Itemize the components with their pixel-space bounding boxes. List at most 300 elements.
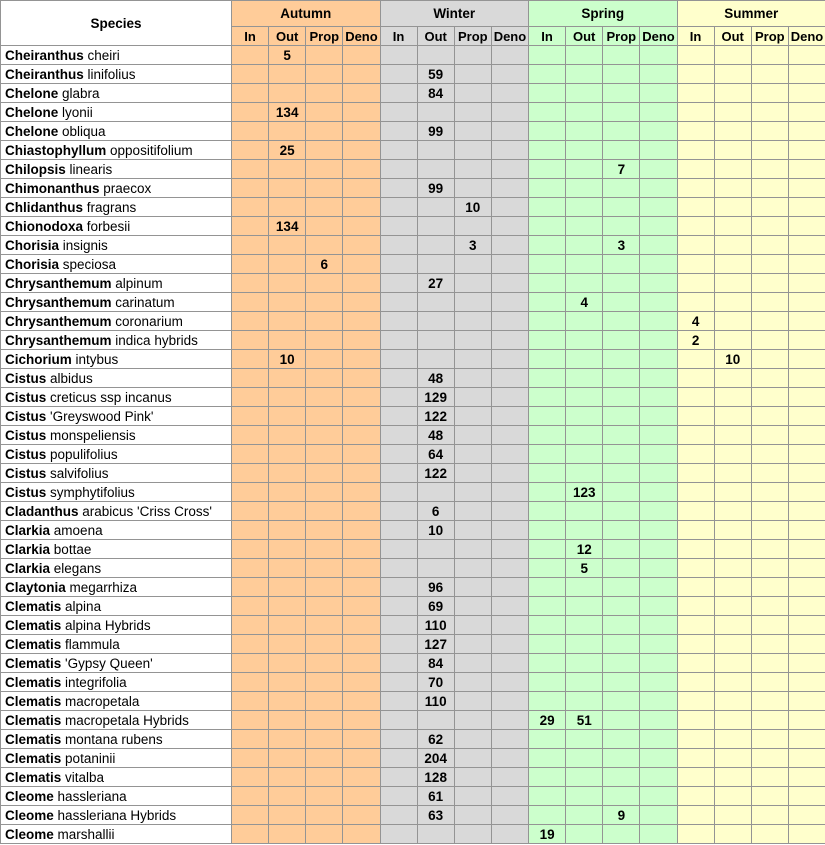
cell-summer-prop[interactable]: [751, 179, 788, 198]
cell-spring-prop[interactable]: [603, 122, 640, 141]
cell-autumn-prop[interactable]: [306, 331, 343, 350]
subheader-winter-out[interactable]: Out: [417, 27, 454, 46]
cell-autumn-in[interactable]: [232, 426, 269, 445]
cell-autumn-prop[interactable]: [306, 407, 343, 426]
cell-spring-deno[interactable]: [640, 179, 677, 198]
cell-winter-prop[interactable]: [454, 426, 491, 445]
cell-autumn-out[interactable]: 25: [269, 141, 306, 160]
cell-spring-out[interactable]: [566, 65, 603, 84]
cell-summer-out[interactable]: [714, 179, 751, 198]
cell-winter-prop[interactable]: [454, 711, 491, 730]
cell-winter-prop[interactable]: [454, 768, 491, 787]
cell-autumn-prop[interactable]: [306, 730, 343, 749]
cell-summer-deno[interactable]: [788, 825, 825, 844]
cell-autumn-prop[interactable]: 6: [306, 255, 343, 274]
cell-winter-out[interactable]: [417, 483, 454, 502]
cell-autumn-out[interactable]: [269, 502, 306, 521]
cell-summer-in[interactable]: [677, 787, 714, 806]
cell-spring-out[interactable]: [566, 160, 603, 179]
cell-spring-in[interactable]: [529, 236, 566, 255]
cell-winter-out[interactable]: [417, 350, 454, 369]
cell-spring-deno[interactable]: [640, 198, 677, 217]
cell-summer-prop[interactable]: [751, 388, 788, 407]
cell-spring-prop[interactable]: [603, 445, 640, 464]
cell-autumn-deno[interactable]: [343, 483, 380, 502]
cell-autumn-prop[interactable]: [306, 46, 343, 65]
cell-summer-out[interactable]: [714, 293, 751, 312]
cell-winter-out[interactable]: 61: [417, 787, 454, 806]
cell-spring-prop[interactable]: 9: [603, 806, 640, 825]
cell-spring-in[interactable]: [529, 407, 566, 426]
cell-spring-prop[interactable]: [603, 521, 640, 540]
cell-spring-out[interactable]: [566, 388, 603, 407]
cell-winter-in[interactable]: [380, 559, 417, 578]
subheader-autumn-deno[interactable]: Deno: [343, 27, 380, 46]
cell-autumn-deno[interactable]: [343, 84, 380, 103]
cell-autumn-deno[interactable]: [343, 806, 380, 825]
cell-winter-prop[interactable]: [454, 787, 491, 806]
cell-autumn-in[interactable]: [232, 198, 269, 217]
season-header-autumn[interactable]: Autumn: [232, 1, 381, 27]
cell-winter-out[interactable]: [417, 46, 454, 65]
species-cell[interactable]: [1, 103, 232, 122]
cell-winter-deno[interactable]: [491, 350, 528, 369]
cell-autumn-out[interactable]: [269, 388, 306, 407]
cell-summer-out[interactable]: [714, 407, 751, 426]
cell-spring-in[interactable]: [529, 464, 566, 483]
cell-spring-in[interactable]: [529, 692, 566, 711]
cell-winter-in[interactable]: [380, 597, 417, 616]
cell-autumn-prop[interactable]: [306, 217, 343, 236]
cell-spring-prop[interactable]: [603, 502, 640, 521]
cell-summer-out[interactable]: [714, 236, 751, 255]
cell-winter-in[interactable]: [380, 350, 417, 369]
cell-summer-out[interactable]: [714, 198, 751, 217]
cell-autumn-deno[interactable]: [343, 635, 380, 654]
cell-winter-deno[interactable]: [491, 426, 528, 445]
cell-winter-out[interactable]: [417, 711, 454, 730]
cell-summer-prop[interactable]: [751, 502, 788, 521]
species-cell[interactable]: [1, 806, 232, 825]
cell-autumn-out[interactable]: [269, 787, 306, 806]
cell-winter-in[interactable]: [380, 122, 417, 141]
cell-spring-prop[interactable]: [603, 616, 640, 635]
cell-spring-out[interactable]: [566, 331, 603, 350]
cell-summer-in[interactable]: [677, 578, 714, 597]
cell-spring-in[interactable]: [529, 616, 566, 635]
species-cell[interactable]: [1, 540, 232, 559]
cell-spring-prop[interactable]: [603, 255, 640, 274]
cell-summer-prop[interactable]: [751, 331, 788, 350]
species-cell[interactable]: [1, 673, 232, 692]
cell-winter-in[interactable]: [380, 236, 417, 255]
cell-spring-out[interactable]: [566, 312, 603, 331]
cell-summer-in[interactable]: [677, 217, 714, 236]
cell-spring-deno[interactable]: [640, 521, 677, 540]
cell-winter-prop[interactable]: [454, 122, 491, 141]
cell-summer-out[interactable]: [714, 445, 751, 464]
cell-spring-prop[interactable]: [603, 787, 640, 806]
cell-autumn-deno[interactable]: [343, 578, 380, 597]
cell-summer-prop[interactable]: [751, 46, 788, 65]
cell-spring-in[interactable]: [529, 217, 566, 236]
cell-autumn-deno[interactable]: [343, 540, 380, 559]
cell-winter-in[interactable]: [380, 749, 417, 768]
cell-spring-out[interactable]: [566, 616, 603, 635]
cell-winter-out[interactable]: 84: [417, 84, 454, 103]
cell-winter-deno[interactable]: [491, 141, 528, 160]
cell-spring-out[interactable]: 5: [566, 559, 603, 578]
cell-autumn-out[interactable]: [269, 464, 306, 483]
cell-summer-in[interactable]: [677, 160, 714, 179]
cell-autumn-deno[interactable]: [343, 597, 380, 616]
cell-spring-out[interactable]: [566, 806, 603, 825]
cell-autumn-in[interactable]: [232, 388, 269, 407]
cell-winter-in[interactable]: [380, 331, 417, 350]
cell-summer-prop[interactable]: [751, 122, 788, 141]
cell-summer-out[interactable]: [714, 46, 751, 65]
cell-spring-deno[interactable]: [640, 749, 677, 768]
cell-winter-deno[interactable]: [491, 464, 528, 483]
cell-winter-in[interactable]: [380, 540, 417, 559]
cell-autumn-in[interactable]: [232, 597, 269, 616]
cell-autumn-prop[interactable]: [306, 806, 343, 825]
cell-spring-prop[interactable]: [603, 635, 640, 654]
cell-winter-in[interactable]: [380, 369, 417, 388]
cell-summer-deno[interactable]: [788, 426, 825, 445]
cell-winter-prop[interactable]: 3: [454, 236, 491, 255]
species-cell[interactable]: [1, 236, 232, 255]
cell-autumn-in[interactable]: [232, 141, 269, 160]
species-cell[interactable]: [1, 331, 232, 350]
cell-winter-out[interactable]: 122: [417, 407, 454, 426]
cell-autumn-in[interactable]: [232, 407, 269, 426]
cell-autumn-prop[interactable]: [306, 597, 343, 616]
cell-winter-prop[interactable]: [454, 274, 491, 293]
cell-autumn-deno[interactable]: [343, 825, 380, 844]
cell-spring-deno[interactable]: [640, 806, 677, 825]
cell-summer-in[interactable]: [677, 749, 714, 768]
cell-spring-prop[interactable]: [603, 198, 640, 217]
cell-summer-in[interactable]: [677, 559, 714, 578]
cell-winter-out[interactable]: [417, 825, 454, 844]
cell-spring-prop[interactable]: [603, 825, 640, 844]
cell-spring-in[interactable]: [529, 331, 566, 350]
cell-spring-in[interactable]: [529, 293, 566, 312]
cell-spring-in[interactable]: [529, 179, 566, 198]
cell-autumn-prop[interactable]: [306, 559, 343, 578]
cell-winter-in[interactable]: [380, 274, 417, 293]
cell-summer-prop[interactable]: [751, 559, 788, 578]
species-cell[interactable]: [1, 122, 232, 141]
cell-winter-out[interactable]: 99: [417, 122, 454, 141]
cell-spring-out[interactable]: [566, 787, 603, 806]
cell-winter-deno[interactable]: [491, 787, 528, 806]
cell-spring-prop[interactable]: [603, 350, 640, 369]
cell-winter-prop[interactable]: [454, 331, 491, 350]
cell-winter-in[interactable]: [380, 103, 417, 122]
cell-summer-out[interactable]: [714, 141, 751, 160]
cell-summer-prop[interactable]: [751, 141, 788, 160]
cell-spring-out[interactable]: [566, 692, 603, 711]
cell-summer-in[interactable]: [677, 464, 714, 483]
cell-winter-out[interactable]: 48: [417, 426, 454, 445]
cell-spring-deno[interactable]: [640, 597, 677, 616]
cell-summer-prop[interactable]: [751, 673, 788, 692]
cell-winter-in[interactable]: [380, 179, 417, 198]
species-cell[interactable]: [1, 483, 232, 502]
cell-autumn-prop[interactable]: [306, 388, 343, 407]
cell-autumn-prop[interactable]: [306, 768, 343, 787]
cell-spring-prop[interactable]: [603, 768, 640, 787]
cell-autumn-in[interactable]: [232, 255, 269, 274]
cell-spring-prop[interactable]: [603, 673, 640, 692]
cell-winter-in[interactable]: [380, 692, 417, 711]
cell-spring-prop[interactable]: [603, 540, 640, 559]
cell-autumn-in[interactable]: [232, 179, 269, 198]
cell-summer-deno[interactable]: [788, 483, 825, 502]
cell-spring-prop[interactable]: [603, 730, 640, 749]
cell-summer-out[interactable]: [714, 540, 751, 559]
cell-summer-prop[interactable]: [751, 103, 788, 122]
cell-summer-out[interactable]: [714, 578, 751, 597]
cell-summer-deno[interactable]: [788, 331, 825, 350]
cell-autumn-deno[interactable]: [343, 293, 380, 312]
cell-winter-prop[interactable]: [454, 46, 491, 65]
cell-winter-deno[interactable]: [491, 388, 528, 407]
cell-autumn-out[interactable]: [269, 806, 306, 825]
cell-spring-in[interactable]: [529, 483, 566, 502]
cell-autumn-deno[interactable]: [343, 369, 380, 388]
cell-spring-out[interactable]: [566, 635, 603, 654]
cell-autumn-out[interactable]: [269, 274, 306, 293]
cell-winter-prop[interactable]: [454, 464, 491, 483]
cell-summer-out[interactable]: [714, 426, 751, 445]
cell-spring-deno[interactable]: [640, 730, 677, 749]
cell-winter-out[interactable]: 96: [417, 578, 454, 597]
cell-winter-prop[interactable]: [454, 103, 491, 122]
species-cell[interactable]: [1, 692, 232, 711]
cell-spring-in[interactable]: [529, 369, 566, 388]
cell-summer-out[interactable]: [714, 274, 751, 293]
cell-autumn-deno[interactable]: [343, 236, 380, 255]
cell-winter-prop[interactable]: [454, 730, 491, 749]
cell-spring-prop[interactable]: [603, 65, 640, 84]
cell-spring-prop[interactable]: [603, 692, 640, 711]
cell-winter-in[interactable]: [380, 730, 417, 749]
cell-summer-deno[interactable]: [788, 711, 825, 730]
cell-winter-prop[interactable]: [454, 388, 491, 407]
cell-summer-deno[interactable]: [788, 521, 825, 540]
cell-winter-prop[interactable]: [454, 578, 491, 597]
cell-autumn-deno[interactable]: [343, 388, 380, 407]
cell-winter-out[interactable]: [417, 559, 454, 578]
cell-winter-deno[interactable]: [491, 806, 528, 825]
cell-winter-deno[interactable]: [491, 46, 528, 65]
cell-spring-out[interactable]: [566, 407, 603, 426]
cell-summer-deno[interactable]: [788, 179, 825, 198]
cell-summer-in[interactable]: [677, 654, 714, 673]
cell-spring-prop[interactable]: [603, 483, 640, 502]
cell-spring-out[interactable]: [566, 578, 603, 597]
cell-spring-out[interactable]: [566, 654, 603, 673]
cell-summer-out[interactable]: [714, 122, 751, 141]
cell-winter-deno[interactable]: [491, 540, 528, 559]
cell-summer-prop[interactable]: [751, 806, 788, 825]
cell-spring-out[interactable]: [566, 521, 603, 540]
cell-spring-deno[interactable]: [640, 65, 677, 84]
cell-autumn-in[interactable]: [232, 483, 269, 502]
cell-spring-out[interactable]: [566, 749, 603, 768]
cell-winter-deno[interactable]: [491, 255, 528, 274]
species-cell[interactable]: [1, 160, 232, 179]
cell-autumn-deno[interactable]: [343, 179, 380, 198]
cell-spring-prop[interactable]: [603, 426, 640, 445]
cell-winter-out[interactable]: 10: [417, 521, 454, 540]
cell-winter-deno[interactable]: [491, 578, 528, 597]
cell-spring-out[interactable]: [566, 825, 603, 844]
species-cell[interactable]: [1, 426, 232, 445]
cell-winter-in[interactable]: [380, 787, 417, 806]
species-cell[interactable]: [1, 445, 232, 464]
cell-summer-out[interactable]: [714, 730, 751, 749]
cell-winter-out[interactable]: 27: [417, 274, 454, 293]
cell-autumn-out[interactable]: [269, 84, 306, 103]
cell-spring-prop[interactable]: [603, 84, 640, 103]
cell-winter-in[interactable]: [380, 65, 417, 84]
species-cell[interactable]: [1, 217, 232, 236]
cell-winter-out[interactable]: 127: [417, 635, 454, 654]
cell-autumn-out[interactable]: [269, 749, 306, 768]
cell-winter-in[interactable]: [380, 141, 417, 160]
cell-spring-deno[interactable]: [640, 559, 677, 578]
cell-autumn-out[interactable]: [269, 540, 306, 559]
species-cell[interactable]: [1, 749, 232, 768]
cell-winter-deno[interactable]: [491, 502, 528, 521]
cell-autumn-in[interactable]: [232, 312, 269, 331]
cell-autumn-deno[interactable]: [343, 559, 380, 578]
cell-winter-in[interactable]: [380, 635, 417, 654]
cell-autumn-prop[interactable]: [306, 635, 343, 654]
cell-summer-out[interactable]: [714, 502, 751, 521]
cell-winter-deno[interactable]: [491, 559, 528, 578]
cell-autumn-out[interactable]: [269, 331, 306, 350]
cell-autumn-out[interactable]: [269, 597, 306, 616]
cell-spring-in[interactable]: [529, 46, 566, 65]
cell-winter-deno[interactable]: [491, 597, 528, 616]
cell-spring-deno[interactable]: [640, 46, 677, 65]
cell-autumn-out[interactable]: [269, 483, 306, 502]
subheader-winter-deno[interactable]: Deno: [491, 27, 528, 46]
cell-autumn-prop[interactable]: [306, 502, 343, 521]
cell-autumn-prop[interactable]: [306, 540, 343, 559]
cell-autumn-prop[interactable]: [306, 825, 343, 844]
cell-summer-in[interactable]: [677, 597, 714, 616]
cell-summer-out[interactable]: [714, 84, 751, 103]
cell-spring-deno[interactable]: [640, 293, 677, 312]
subheader-summer-prop[interactable]: Prop: [751, 27, 788, 46]
cell-winter-in[interactable]: [380, 521, 417, 540]
cell-spring-out[interactable]: 123: [566, 483, 603, 502]
cell-summer-deno[interactable]: [788, 635, 825, 654]
cell-spring-out[interactable]: [566, 217, 603, 236]
cell-spring-out[interactable]: 4: [566, 293, 603, 312]
cell-autumn-in[interactable]: [232, 274, 269, 293]
cell-winter-deno[interactable]: [491, 445, 528, 464]
cell-summer-prop[interactable]: [751, 483, 788, 502]
cell-spring-deno[interactable]: [640, 635, 677, 654]
cell-spring-deno[interactable]: [640, 407, 677, 426]
cell-summer-deno[interactable]: [788, 65, 825, 84]
cell-summer-out[interactable]: [714, 255, 751, 274]
cell-summer-prop[interactable]: [751, 236, 788, 255]
cell-winter-in[interactable]: [380, 407, 417, 426]
cell-summer-deno[interactable]: [788, 654, 825, 673]
subheader-summer-out[interactable]: Out: [714, 27, 751, 46]
cell-summer-prop[interactable]: [751, 730, 788, 749]
cell-autumn-in[interactable]: [232, 692, 269, 711]
cell-winter-prop[interactable]: [454, 825, 491, 844]
subheader-autumn-in[interactable]: In: [232, 27, 269, 46]
cell-autumn-prop[interactable]: [306, 673, 343, 692]
cell-autumn-in[interactable]: [232, 730, 269, 749]
cell-winter-in[interactable]: [380, 255, 417, 274]
cell-summer-in[interactable]: [677, 103, 714, 122]
cell-summer-out[interactable]: [714, 787, 751, 806]
cell-winter-prop[interactable]: [454, 65, 491, 84]
cell-autumn-prop[interactable]: [306, 654, 343, 673]
cell-winter-out[interactable]: [417, 198, 454, 217]
cell-winter-out[interactable]: 128: [417, 768, 454, 787]
cell-summer-prop[interactable]: [751, 616, 788, 635]
cell-winter-deno[interactable]: [491, 369, 528, 388]
cell-summer-prop[interactable]: [751, 198, 788, 217]
cell-summer-prop[interactable]: [751, 312, 788, 331]
cell-summer-in[interactable]: [677, 825, 714, 844]
cell-winter-deno[interactable]: [491, 635, 528, 654]
cell-summer-in[interactable]: [677, 274, 714, 293]
cell-summer-prop[interactable]: [751, 635, 788, 654]
season-header-summer[interactable]: Summer: [677, 1, 825, 27]
cell-summer-out[interactable]: [714, 483, 751, 502]
cell-spring-in[interactable]: [529, 426, 566, 445]
cell-winter-prop[interactable]: [454, 749, 491, 768]
cell-autumn-prop[interactable]: [306, 236, 343, 255]
cell-autumn-prop[interactable]: [306, 787, 343, 806]
cell-winter-deno[interactable]: [491, 749, 528, 768]
cell-winter-in[interactable]: [380, 198, 417, 217]
cell-summer-deno[interactable]: [788, 84, 825, 103]
cell-winter-deno[interactable]: [491, 312, 528, 331]
cell-autumn-out[interactable]: [269, 198, 306, 217]
cell-summer-deno[interactable]: [788, 673, 825, 692]
cell-winter-prop[interactable]: [454, 217, 491, 236]
cell-spring-prop[interactable]: 3: [603, 236, 640, 255]
cell-summer-out[interactable]: [714, 217, 751, 236]
cell-winter-in[interactable]: [380, 445, 417, 464]
cell-spring-deno[interactable]: [640, 616, 677, 635]
cell-spring-prop[interactable]: [603, 46, 640, 65]
species-cell[interactable]: [1, 312, 232, 331]
cell-summer-prop[interactable]: [751, 293, 788, 312]
cell-spring-prop[interactable]: [603, 464, 640, 483]
cell-winter-out[interactable]: 59: [417, 65, 454, 84]
cell-summer-prop[interactable]: [751, 692, 788, 711]
species-cell[interactable]: [1, 578, 232, 597]
cell-spring-out[interactable]: [566, 274, 603, 293]
cell-autumn-out[interactable]: [269, 426, 306, 445]
cell-summer-prop[interactable]: [751, 578, 788, 597]
